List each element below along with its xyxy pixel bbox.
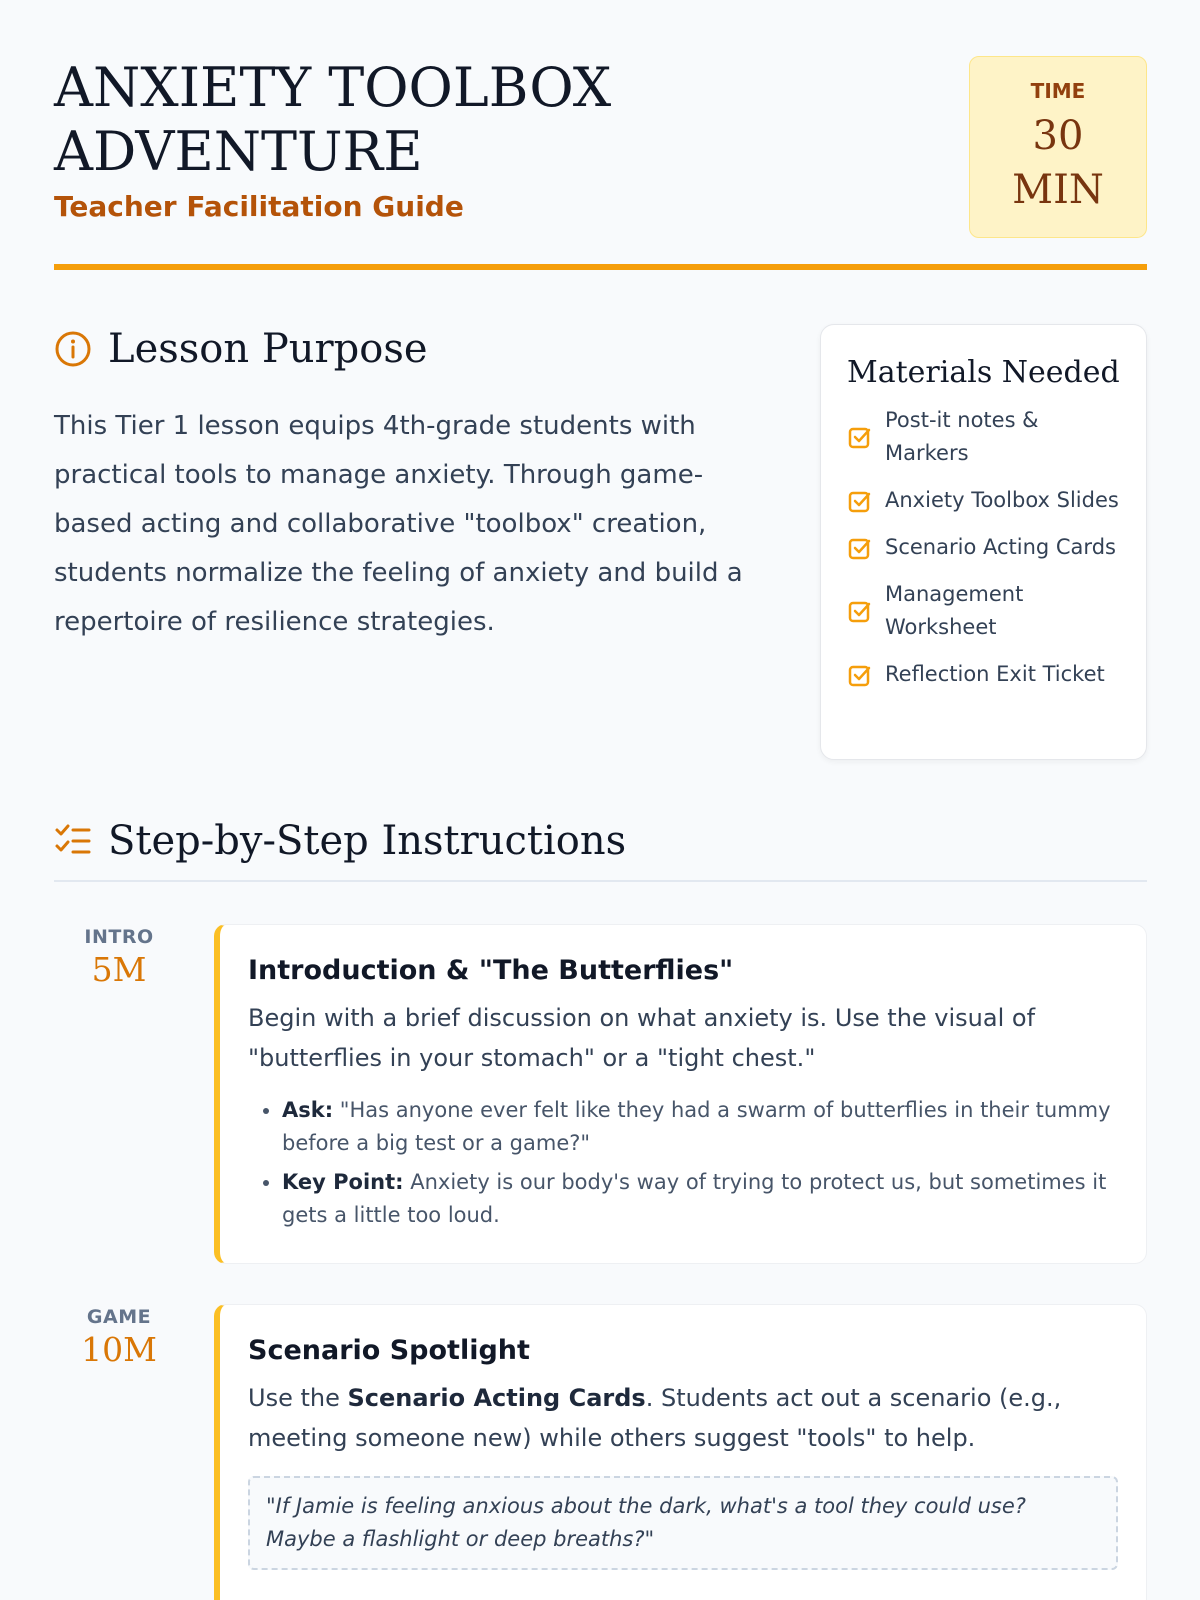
- checkbox-checked-icon: [847, 424, 873, 450]
- header-divider: [54, 264, 1147, 270]
- step-description: Begin with a brief discussion on what anxiety is. Use the visual of "butterflies in your stomach" or a "tight chest.": [248, 1004, 1036, 1072]
- material-label: Reflection Exit Ticket: [885, 662, 1105, 686]
- step-card: [214, 1304, 1147, 1600]
- step-meta: [54, 1306, 184, 1369]
- material-item: [847, 484, 1120, 517]
- time-label: TIME: [1030, 79, 1086, 103]
- header: [54, 56, 1147, 270]
- step-title: Scenario Spotlight: [248, 1335, 530, 1366]
- material-item: [847, 658, 1120, 691]
- time-badge: [969, 56, 1147, 238]
- material-item: [847, 404, 1120, 470]
- lesson-page: [54, 0, 1147, 1600]
- step-desc-bold: Scenario Acting Cards: [347, 1384, 646, 1412]
- steps-divider: [54, 880, 1147, 882]
- steps-title: Step-by-Step Instructions: [108, 818, 627, 864]
- step-bullet-list: [248, 1094, 1118, 1232]
- material-item: [847, 531, 1120, 564]
- checkbox-checked-icon: [847, 535, 873, 561]
- time-value: [970, 109, 1146, 217]
- list-item: [282, 1094, 1118, 1160]
- step-desc-pre: Use the: [248, 1384, 348, 1412]
- material-label: Management Worksheet: [885, 582, 1024, 639]
- bullet-text: "Has anyone ever felt like they had a swarm of butterflies in their tummy before a big test or a game?": [282, 1098, 1111, 1155]
- checklist-icon: [54, 822, 92, 860]
- title-line-2: ADVENTURE: [54, 120, 423, 183]
- material-item: [847, 578, 1120, 644]
- example-quote: "If Jamie is feeling anxious about the dark, what's a tool they could use? Maybe a flashlight or deep breaths?": [248, 1476, 1118, 1570]
- step-tag: INTRO: [84, 926, 154, 948]
- checkbox-checked-icon: [847, 662, 873, 688]
- time-value-unit: MIN: [1012, 167, 1104, 213]
- step-tag: GAME: [86, 1306, 152, 1328]
- title-line-1: ANXIETY TOOLBOX: [54, 56, 612, 119]
- step-title: Introduction & "The Butterflies": [248, 955, 734, 986]
- time-value-number: 30: [1032, 113, 1084, 159]
- lesson-purpose-text: This Tier 1 lesson equips 4th-grade students with practical tools to manage anxiety. Through game-based acting and collaborative "toolbox" creation, students normalize the feeling of anxiety and build a repertoire of resilience strategies.: [54, 411, 743, 637]
- step-desc-post: . Students act out a scenario (e.g., meeting someone new) while others suggest "tools" to help.: [248, 1384, 1062, 1452]
- material-label: Post-it notes & Markers: [885, 408, 1039, 465]
- bullet-label: Key Point:: [282, 1170, 404, 1194]
- bullet-text: Anxiety is our body's way of trying to protect us, but sometimes it gets a little too loud.: [282, 1170, 1107, 1227]
- checkbox-checked-icon: [847, 598, 873, 624]
- step-meta: [54, 926, 184, 989]
- material-label: Scenario Acting Cards: [885, 535, 1116, 559]
- bullet-label: Ask:: [282, 1098, 334, 1122]
- step-description: [248, 1378, 1118, 1458]
- page-title: [54, 56, 854, 184]
- steps-heading: [54, 818, 1147, 864]
- lesson-purpose-heading: [54, 326, 774, 372]
- page-subtitle: Teacher Facilitation Guide: [54, 190, 464, 223]
- step-time: 5M: [91, 950, 147, 989]
- step-card: [214, 924, 1147, 1264]
- list-item: [282, 1166, 1118, 1232]
- materials-title: Materials Needed: [847, 355, 1120, 390]
- step-time: 10M: [81, 1330, 157, 1369]
- lesson-purpose-title: Lesson Purpose: [108, 326, 428, 372]
- checkbox-checked-icon: [847, 488, 873, 514]
- lesson-purpose-section: [54, 326, 774, 647]
- material-label: Anxiety Toolbox Slides: [885, 488, 1119, 512]
- materials-card: [820, 324, 1147, 760]
- info-icon: [54, 330, 92, 368]
